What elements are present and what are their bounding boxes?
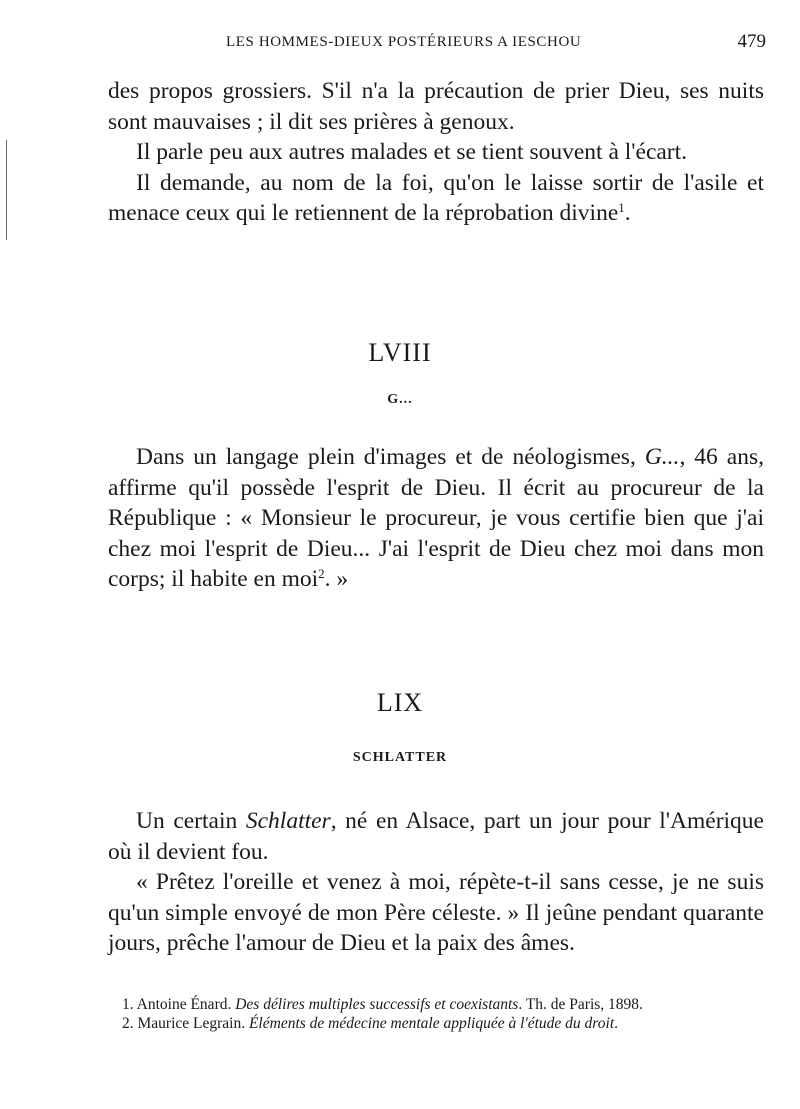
- footnote-ref: 1: [618, 200, 625, 215]
- paragraph-continued: des propos grossiers. S'il n'a la précaution de prier Dieu, ses nuits sont mauvaises ; il dit ses prières à genoux.: [108, 78, 764, 135]
- opening-text: [108, 76, 764, 229]
- footnote-title: Éléments de médecine mentale appliquée à l'étude du droit: [248, 1015, 615, 1032]
- page-number: 479: [737, 31, 766, 52]
- paragraph-text: Il demande, au nom de la foi, qu'on le laisse sortir de l'asile et menace ceux qui le retiennent de la réprobation divine: [108, 169, 764, 226]
- footnote-detail: . Th. de Paris, 1898.: [518, 996, 643, 1013]
- page-header: [108, 32, 766, 56]
- scan-edge-mark: [6, 140, 7, 240]
- paragraph: [108, 168, 764, 229]
- patient-name: G...: [644, 444, 680, 470]
- footnotes: [108, 995, 764, 1033]
- footnote: [108, 1014, 764, 1033]
- section-lviii-text: [108, 442, 764, 595]
- section-number: LVIII: [368, 338, 432, 367]
- footnote-author: Maurice Legrain.: [137, 1015, 249, 1032]
- paragraph-text: Un certain: [136, 808, 246, 834]
- punctuation: .: [624, 200, 631, 226]
- paragraph: Il parle peu aux autres malades et se tient souvent à l'écart.: [136, 139, 688, 165]
- running-title: LES HOMMES-DIEUX POSTÉRIEURS A IESCHOU: [226, 34, 582, 50]
- paragraph: « Prêtez l'oreille et venez à moi, répète-t-il sans cesse, je ne suis qu'un simple envoyé de mon Père céleste. » Il jeûne pendant quarante jours, prêche l'amour de Dieu et la paix des âmes.: [108, 869, 764, 956]
- section-name: G...: [387, 392, 413, 407]
- footnote-title: Des délires multiples successifs et coexistants: [235, 996, 519, 1013]
- footnote-author: Antoine Énard.: [136, 996, 236, 1013]
- footnote-ref: 2: [318, 566, 325, 581]
- paragraph-text: , 46 ans, affirme qu'il possède l'esprit de Dieu. Il écrit au procureur de la République : « Monsieur le procureur, je vous certifie bien que j'ai chez moi l'esprit de Dieu... J'ai l'esprit de Dieu chez moi dans mon corps; il habite en moi: [108, 444, 764, 592]
- paragraph: [108, 442, 764, 595]
- footnote-number: 1.: [122, 996, 137, 1013]
- footnote-detail: .: [614, 1015, 619, 1032]
- paragraph-text: , né en Alsace, part un jour pour l'Amérique où il devient fou.: [108, 808, 764, 865]
- paragraph: [108, 806, 764, 867]
- section-number: LIX: [376, 688, 424, 717]
- section-name: SCHLATTER: [352, 750, 448, 765]
- patient-name: Schlatter: [245, 808, 331, 834]
- section-lix-text: [108, 806, 764, 959]
- paragraph-text: Dans un langage plein d'images et de néologismes,: [136, 444, 645, 470]
- footnote-number: 2.: [122, 1015, 138, 1032]
- punctuation: . »: [324, 566, 349, 592]
- footnote: [108, 995, 764, 1014]
